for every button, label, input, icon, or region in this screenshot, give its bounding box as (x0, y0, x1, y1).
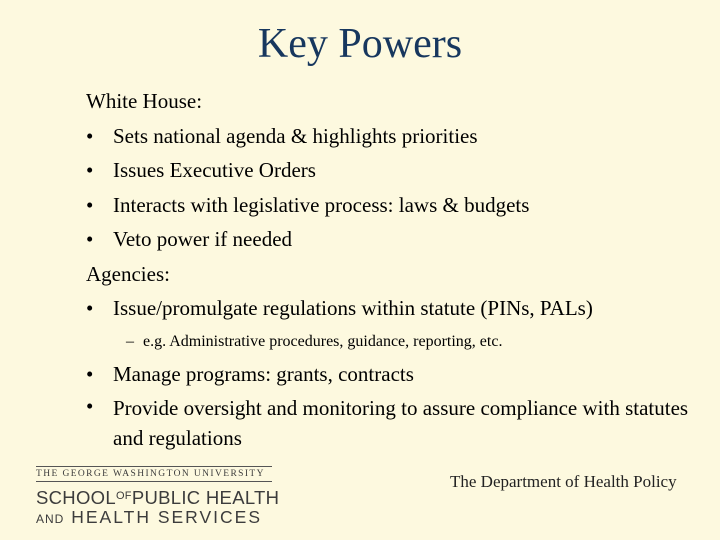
list-item-text: Issues Executive Orders (113, 158, 316, 182)
list-item-text: Veto power if needed (113, 227, 293, 251)
bullet-icon: • (86, 158, 94, 182)
bullet-icon: • (86, 394, 94, 418)
white-house-heading: White House: (86, 89, 203, 113)
list-item (86, 222, 706, 257)
school-name-line-2: AND HEALTH SERVICES (36, 507, 263, 527)
list-item (86, 357, 706, 392)
agencies-heading: Agencies: (86, 261, 170, 286)
bullet-icon: • (86, 227, 94, 251)
sub-list-item (86, 328, 706, 356)
university-logo (36, 466, 280, 529)
dash-icon: – (126, 332, 134, 350)
university-name: THE GEORGE WASHINGTON UNIVERSITY (36, 466, 272, 482)
bullet-icon: • (86, 361, 94, 386)
list-item (86, 153, 706, 188)
slide-content (86, 84, 706, 453)
list-item-text: Provide oversight and monitoring to assure compliance with statutes and regulations (113, 396, 689, 450)
school-name: $SCHOOL^{OF}PUBLIC$ HEALTH (36, 487, 280, 508)
list-item-text: Sets national agenda & highlights priorities (113, 123, 478, 148)
list-item-text: Interacts with legislative process: laws & budgets (113, 192, 530, 217)
list-item (86, 391, 706, 453)
bullet-icon: • (86, 192, 94, 217)
list-item (86, 188, 706, 223)
list-item (86, 291, 706, 326)
department-name: The Department of Health Policy (450, 472, 677, 491)
list-item-text: Manage programs: grants, contracts (113, 361, 414, 386)
list-item (86, 119, 706, 154)
slide-title: Key Powers (257, 21, 463, 67)
bullet-icon: • (86, 123, 94, 148)
sub-list-item-text: e.g. Administrative procedures, guidance, reporting, etc. (143, 332, 503, 350)
bullet-icon: • (86, 296, 94, 320)
list-item-text: Issue/promulgate regulations within statute (PINs, PALs) (113, 296, 593, 320)
